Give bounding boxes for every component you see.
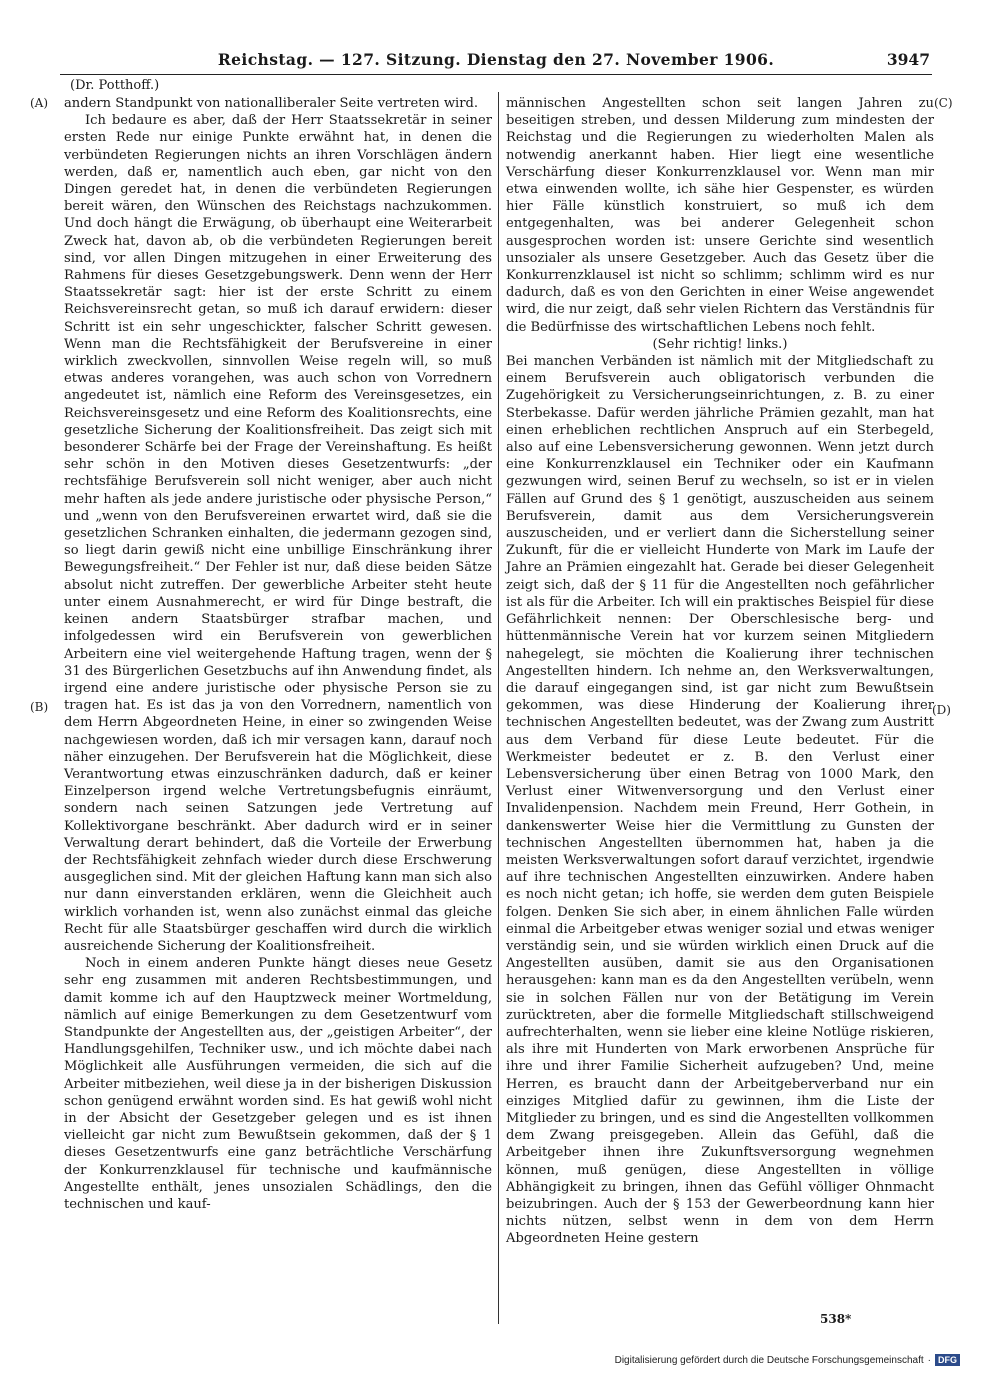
paragraph: Bei manchen Verbänden ist nämlich mit der Mitgliedschaft zu einem Berufsverein auch obligatorisch verbunden die Zugehörigkeit zu Versicherungseinrichtungen, z. B. zu einer Sterbekasse. Dafür werden jährliche Prämien gezahlt, man hat einen erheblichen rechtlichen Anspruch auf ein Sterbegeld, also auf eine Lebensversicherung gewonnen. Wenn jetzt durch eine Konkurrenzklausel ein Techniker oder ein Kaufmann gezwungen wird, seinen Beruf zu wechseln, so ist er in vielen Fällen auf Grund des § 1 genötigt, auszuscheiden aus seinem Berufsverein, damit aus dem Versicherungsverein auszuscheiden, und er verliert dann die Sicherstellung seiner Zukunft, für die er vielleicht Hunderte von Mark im Laufe der Jahre an Prämien eingezahlt hat. Gerade bei dieser Gelegenheit zeigt sich, daß der § 11 für die Angestellten noch gefährlicher ist als für die Arbeiter. Ich will ein praktisches Beispiel für diese Gefährlichkeit nennen: Der Oberschlesische berg- und hüttenmännische Verein hat vor kurzem seinen Mitgliedern nahegelegt, sie möchten die Koalierung ihrer technischen Angestellten hindern. Ich nehme an, den Werksverwaltungen, die darauf eingegangen sind, ist gar nicht zum Bewußtsein gekommen, was diese Hinderung der Koalierung ihrer technischen Angestellten bedeutet, was der Zwang zum Austritt aus dem Verband für diese Leute bedeutet. Für die Werkmeister bedeutet er z. B. den Verlust einer Lebensversicherung über einen Betrag von 1000 Mark, den Verlust einer Witwenversorgung und den Verlust einer Invalidenpension. Nachdem mein Freund, Herr Gothein, in dankenswerter Weise hier die Vermittlung zu Gunsten der technischen Angestellten übernommen hat, haben ja die meisten Werksverwaltungen sofort darauf verzichtet, irgendwie auf ihre technischen Angestellten einzuwirken. Andere haben es noch nicht getan; ich hoffe, sie werden dem guten Beispiele folgen. Denken Sie sich aber, in einem ähnlichen Falle würden einmal die Arbeitgeber etwas weniger sozial und etwas weniger verständig sein, und sie würden wirklich einen Druck auf die Angestellten ausüben, damit sie aus den Organisationen herausgehen: kann man es da den Angestellten verübeln, wenn sie in solchen Fällen nur von der Betätigung im Verein zurücktreten, aber die formelle Mitgliedschaft stillschweigend aufrechterhalten, wenn sie lieber eine kleine Notlüge riskieren, als ihre mit Hunderten von Mark erworbenen Ansprüche für ihre und ihrer Familie Sicherheit aufzugeben? Und, meine Herren, es braucht dann der Arbeitgeberverband nur ein einziges Mitglied dafür zu gewinnen, ihm die Liste der Mitglieder zu bringen, und es sind die Angestellten vollkommen dem Zwang preisgegeben. Allein das Gefühl, daß die Arbeitgeber ihnen ihre Zukunftsversorgung wegnehmen können, muß genügen, diese Angestellten in völlige Abhängigkeit zu bringen, ihnen das Gefühl völliger Ohnmacht beizubringen. Auch der § 153 der Gewerbeordnung kann hier nichts nützen, selbst wenn in dem von dem Herrn Abgeordneten Heine gestern <box>506 354 934 1247</box>
margin-marker-a: (A) <box>30 96 49 110</box>
column-divider <box>498 92 499 1324</box>
margin-marker-b: (B) <box>30 700 49 714</box>
interjection: (Sehr richtig! links.) <box>652 336 788 352</box>
page-header <box>60 48 932 75</box>
margin-marker-d: (D) <box>932 703 951 717</box>
paragraph: andern Standpunkt von nationalliberaler Seite vertreten wird. <box>64 96 479 111</box>
page-number: 3947 <box>886 50 930 69</box>
separator-dot: · <box>927 1354 931 1366</box>
dfg-logo-icon: DFG <box>935 1354 960 1366</box>
header-title: Reichstag. — 127. Sitzung. Dienstag den 27. November 1906. <box>217 50 775 69</box>
left-column <box>64 95 492 1335</box>
sheet-signature: 538* <box>820 1312 852 1326</box>
margin-marker-c: (C) <box>934 96 953 110</box>
right-column <box>506 95 934 1310</box>
footer-text: Digitalisierung gefördert durch die Deutsche Forschungsgemeinschaft <box>614 1354 924 1366</box>
speaker-name: (Dr. Potthoff.) <box>70 78 160 93</box>
paragraph: Noch in einem anderen Punkte hängt dieses neue Gesetz sehr eng zusammen mit anderen Rechtsbestimmungen, und damit komme ich auf den Hauptzweck meiner Wortmeldung, nämlich auf einige Bemerkungen zu dem Gesetzentwurf vom Standpunkte der Angestellten aus, der „geistigen Arbeiter“, der Handlungsgehilfen, Techniker usw., und ich möchte dabei nach Möglichkeit alle Ausführungen vermeiden, die sich auf die Arbeiter mitbeziehen, weil diese ja in der bisherigen Diskussion schon genügend erwähnt worden sind. Es hat gewiß wohl nicht in der Absicht der Gesetzgeber gelegen und es ist ihnen vielleicht gar nicht zum Bewußtsein gekommen, daß der § 1 dieses Gesetzentwurfs eine ganz beträchtliche Verschärfung der Konkurrenzklausel für technische und kaufmännische Angestellte enthält, jenes unsozialen Schädlings, den die technischen und kauf- <box>64 956 492 1212</box>
digitization-footer <box>615 1354 960 1366</box>
paragraph: männischen Angestellten schon seit langen Jahren zu beseitigen streben, und dessen Milderung zum mindesten der Reichstag und die Regierungen zu wiederholten Malen als notwendig anerkannt haben. Hier liegt eine wesentliche Verschärfung dieser Konkurrenzklausel vor. Wenn man mir etwa einwenden wollte, ich sähe hier Gespenster, es würden hier Fälle künstlich konstruiert, so muß ich dem entgegenhalten, was bei anderer Gelegenheit schon ausgesprochen worden ist: unsere Gerichte sind wesentlich unsozialer als unsere Gesetzgeber. Auch das Gesetz über die Konkurrenzklausel ist nicht so schlimm; schlimm wird es nur dadurch, daß es von den Gerichten in einer Weise angewendet wird, die nur zeigt, daß sehr vielen Richtern das Verständnis für die Bedürfnisse des wirtschaftlichen Lebens noch fehlt. <box>506 96 934 335</box>
paragraph: Ich bedaure es aber, daß der Herr Staatssekretär in seiner ersten Rede nur einige Punkte erwähnt hat, in denen die verbündeten Regierungen nichts an ihren Vorschlägen ändern werden, daß er, namentlich auch eben, gar nicht von den Dingen geredet hat, in denen die verbündeten Regierungen bereit wären, den Wünschen des Reichstags nachzukommen. Und doch hängt die Erwägung, ob überhaupt eine Weiterarbeit Zweck hat, davon ab, ob die verbündeten Regierungen bereit sind, vor allen Dingen mitzugehen in einer Erweiterung des Rahmens für dieses Gesetzgebungswerk. Denn wenn der Herr Staatssekretär sagt: hier ist der erste Schritt zu einem Reichsvereinsrecht getan, so muß ich darauf erwidern: dieser Schritt ist ein sehr ungeschickter, falscher Schritt gewesen. Wenn man die Rechtsfähigkeit der Berufsvereine in einer wirklich zweckvollen, sinnvollen Weise regeln will, so muß etwas anderes vorangehen, was auch schon von Vorrednern angedeutet ist, nämlich eine Reform des Vereinsgesetzes, ein Reichsvereinsgesetz und eine Reform des Koalitionsrechts, eine gesetzliche Sicherung der Koalitionsfreiheit. Das zeigt sich mit besonderer Schärfe bei der Frage der Vereinshaftung. Es heißt sehr schön in den Motiven dieses Gesetzentwurfs: „der rechtsfähige Berufsverein soll nicht weniger, aber auch nicht mehr haften als jede andere juristische oder physische Person,“ und „wenn von den Berufsvereinen erwartet wird, daß sie die gesetzlichen Schranken einhalten, die jedermann gezogen sind, so liegt darin gewiß nicht eine unbillige Einschränkung ihrer Bewegungsfreiheit.“ Der Fehler ist nur, daß diese beiden Sätze absolut nicht zutreffen. Der gewerbliche Arbeiter steht heute unter einem Ausnahmerecht, er wird für Dinge bestraft, die keinen andern Staatsbürger strafbar machen, und infolgedessen wird ein Berufsverein von gewerblichen Arbeitern eine viel weitergehende Haftung tragen, wenn der § 31 des Bürgerlichen Gesetzbuchs auf ihn Anwendung findet, als irgend eine andere juristische oder physische Person sie zu tragen hat. Es ist das ja von den Vorrednern, namentlich von dem Herrn Abgeordneten Heine, in einer so zwingenden Weise nachgewiesen worden, daß ich mir versagen kann, darauf noch näher einzugehen. Der Berufsverein hat die Möglichkeit, diese Verantwortung etwas einzuschränken dadurch, daß er keiner Einzelperson irgend welche Vertretungsbefugnis einräumt, sondern nach seinen Satzungen jede Vertretung auf Kollektivorgane beschränkt. Aber dadurch wird er in seiner Verwaltung derart behindert, daß die Vorteile der Erwerbung der Rechtsfähigkeit zehnfach wieder durch diese Erschwerung ausgeglichen sind. Mit der gleichen Haftung kann man sich also nur dann einverstanden erklären, wenn die Gleichheit auch wirklich vorhanden ist, wenn also zunächst einmal das gleiche Recht für alle Staatsbürger geschaffen wird durch die wirklich ausreichende Sicherung der Koalitionsfreiheit. <box>64 113 492 954</box>
